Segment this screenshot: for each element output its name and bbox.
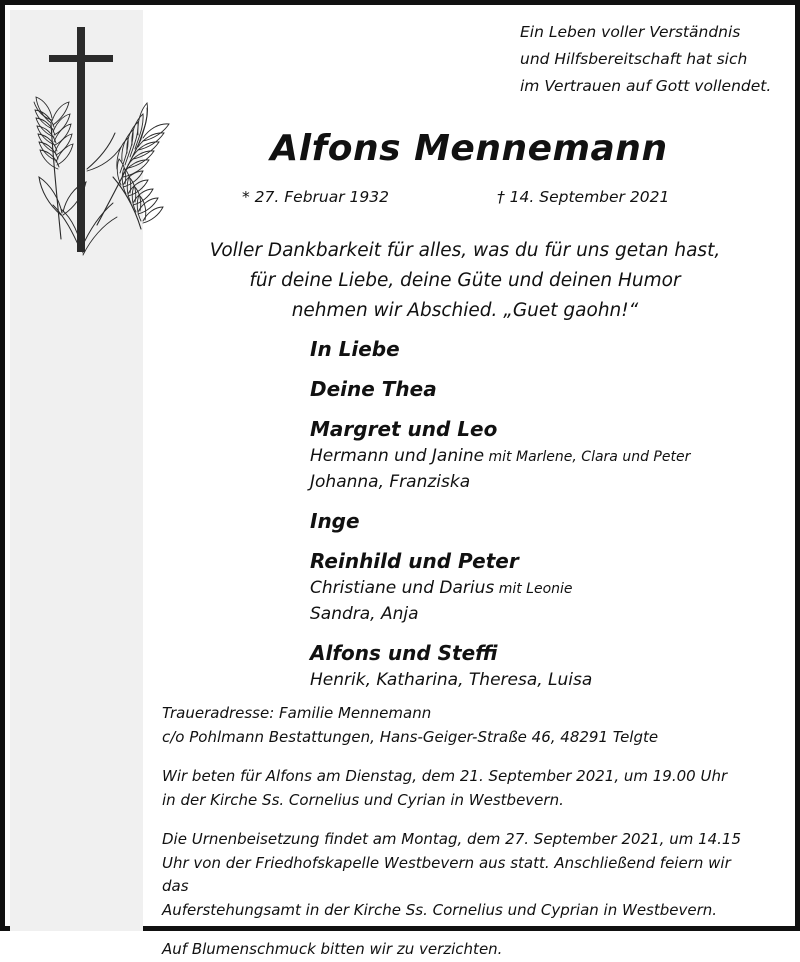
family-group — [310, 639, 780, 694]
family-group-intro — [310, 335, 780, 364]
family-primary-name: Alfons und Steffi — [310, 641, 498, 665]
family-secondary-suffix: mit Marlene, Clara und Peter — [484, 449, 691, 465]
family-secondary-main: Henrik, Katharina, Theresa, Luisa — [310, 670, 593, 690]
tribute-line: Voller Dankbarkeit für alles, was du für uns getan hast, — [209, 240, 721, 261]
family-group — [310, 507, 780, 536]
family-primary-name: Inge — [310, 509, 360, 533]
burial-line: Die Urnenbeisetzung findet am Montag, dem 27. September 2021, um 14.15 — [162, 830, 742, 848]
opening-verse-line: und Hilfsbereitschaft hat sich — [520, 50, 748, 68]
family-secondary-main: Johanna, Franziska — [310, 472, 471, 492]
tribute-line: für deine Liebe, deine Güte und deinen Humor — [249, 270, 681, 291]
mourning-address — [162, 702, 762, 749]
life-dates — [242, 188, 712, 206]
family-intro-label: In Liebe — [310, 337, 400, 361]
family-primary-name: Margret und Leo — [310, 417, 498, 441]
family-secondary-main: Sandra, Anja — [310, 604, 419, 624]
flowers-line: Auf Blumenschmuck bitten wir zu verzichten. — [162, 940, 503, 958]
burial-info — [162, 828, 762, 922]
family-secondary-line — [310, 576, 780, 602]
family-secondary-main: Christiane und Darius — [310, 578, 495, 598]
address-line: c/o Pohlmann Bestattungen, Hans-Geiger-Straße 46, 48291 Telgte — [162, 727, 659, 746]
family-primary-name: Deine Thea — [310, 377, 437, 401]
opening-verse-line: im Vertrauen auf Gott vollendet. — [520, 77, 772, 95]
tribute-text — [148, 236, 782, 326]
family-secondary-line — [310, 470, 780, 496]
opening-verse — [520, 19, 771, 100]
family-group — [310, 375, 780, 404]
tribute-line: nehmen wir Abschied. „Guet gaohn!“ — [291, 300, 639, 321]
family-secondary-line — [310, 668, 780, 694]
burial-line: Auferstehungsamt in der Kirche Ss. Cornelius und Cyprian in Westbevern. — [162, 900, 718, 919]
opening-verse-line: Ein Leben voller Verständnis — [520, 23, 741, 41]
family-secondary-line — [310, 444, 780, 470]
prayer-line: in der Kirche Ss. Cornelius und Cyrian in Westbevern. — [162, 790, 564, 809]
burial-line: Uhr von der Friedhofskapelle Westbevern aus statt. Anschließend feiern wir das — [162, 853, 731, 895]
family-secondary-suffix: mit Leonie — [494, 581, 573, 597]
address-line: Traueradresse: Familie Mennemann — [162, 704, 432, 722]
family-list — [310, 335, 780, 694]
family-secondary-line — [310, 602, 780, 628]
birth-date: * 27. Februar 1932 — [242, 188, 389, 206]
flowers-notice — [162, 938, 762, 962]
family-group — [310, 547, 780, 628]
family-group — [310, 415, 780, 496]
family-primary-name: Reinhild und Peter — [310, 549, 519, 573]
prayer-service-info — [162, 765, 762, 812]
death-date: † 14. September 2021 — [497, 188, 670, 206]
footer-details — [162, 702, 762, 962]
family-secondary-main: Hermann und Janine — [310, 446, 485, 466]
deceased-name: Alfons Mennemann — [270, 128, 668, 169]
prayer-line: Wir beten für Alfons am Dienstag, dem 21. September 2021, um 19.00 Uhr — [162, 767, 728, 785]
